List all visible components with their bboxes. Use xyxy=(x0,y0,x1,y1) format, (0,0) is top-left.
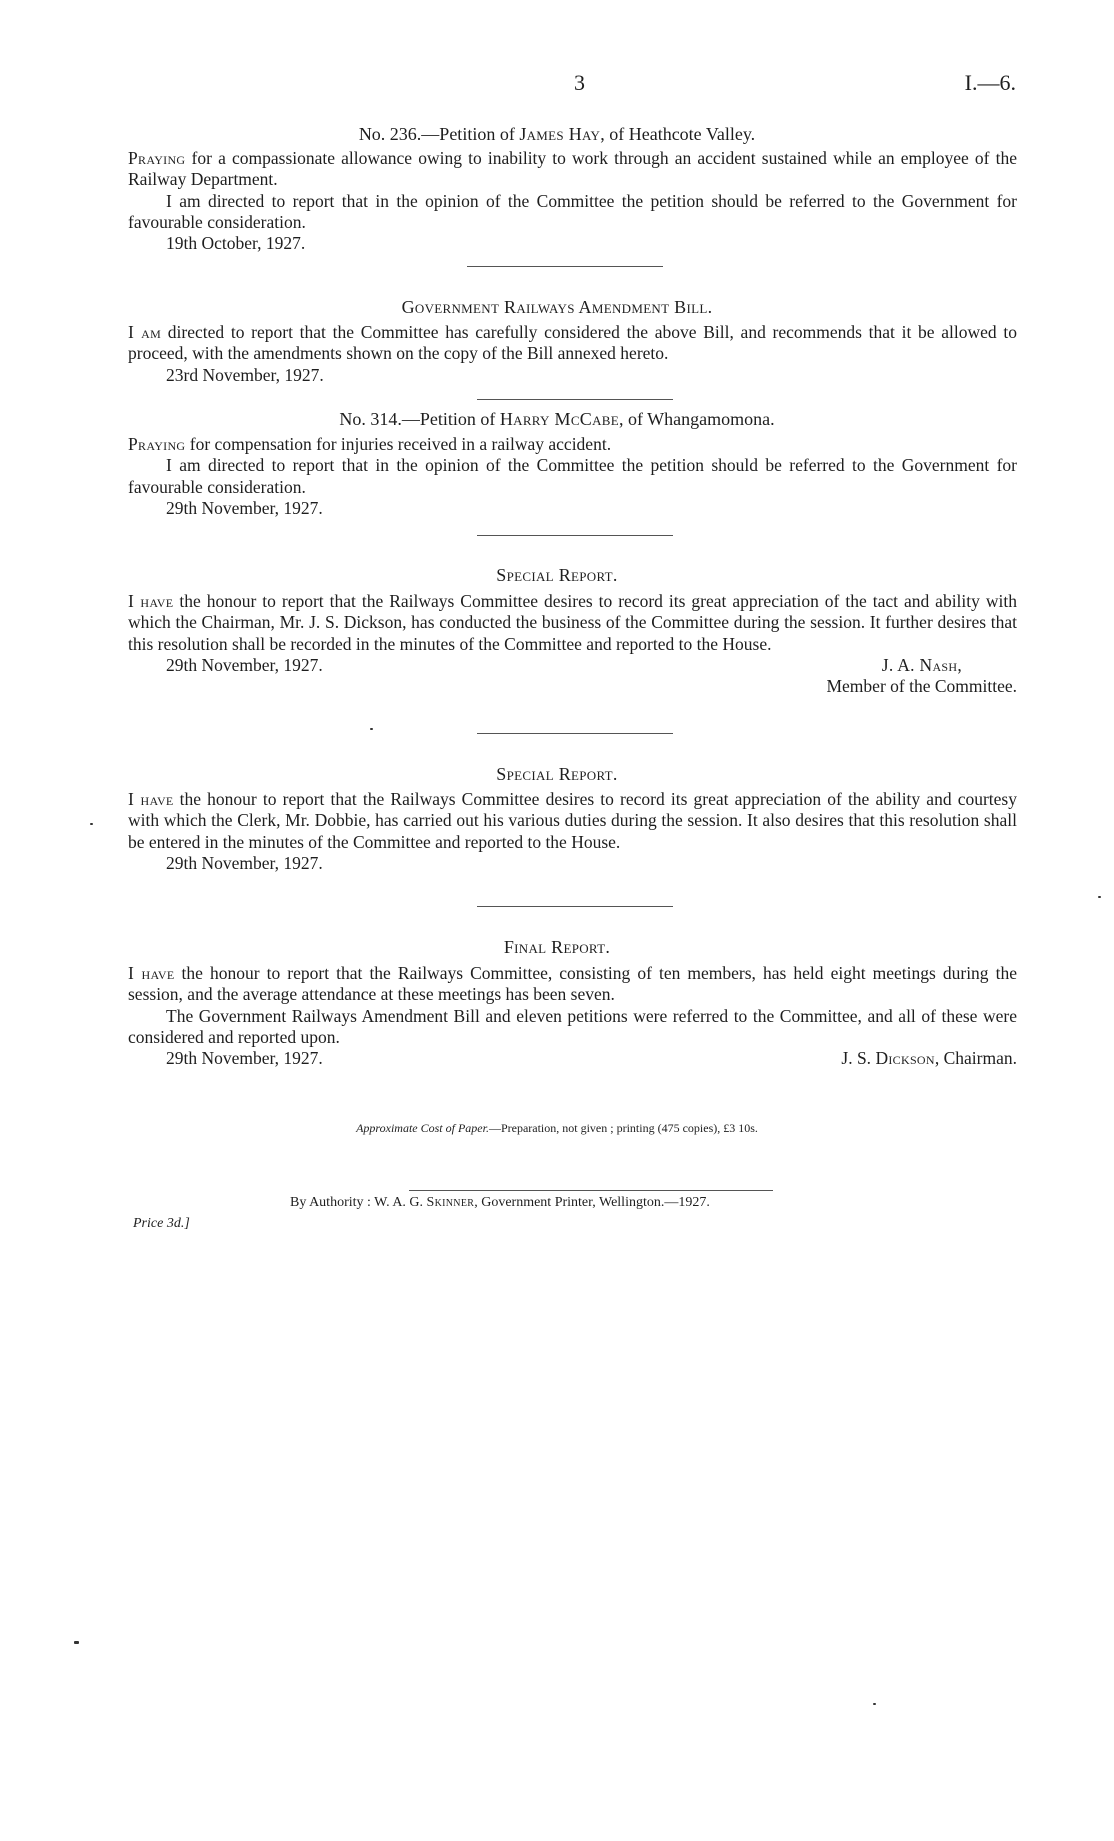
final-report-date: 29th November, 1927. xyxy=(166,1048,323,1069)
special-report-1-date: 29th November, 1927. xyxy=(166,654,323,675)
document-reference: I.—6. xyxy=(964,70,1016,95)
signature-block: J. A. Nash, Member of the Committee. xyxy=(826,654,1017,697)
final-report-body: I have the honour to report that the Railways Committee, consisting of ten members, has held eight meetings during the session, and the average attendance at these meetings has been seven. The Government Railways Amendment Bill and eleven petitions were referred to the Committee, and all of these were considered and reported upon. 29th November, 1927. J. S. Dickson, Chairman. xyxy=(128,963,1017,1069)
cost-note: Approximate Cost of Paper.—Preparation, not given ; printing (475 copies), £3 10s. xyxy=(356,1121,758,1135)
section-divider xyxy=(467,266,663,267)
section-divider xyxy=(477,733,673,734)
bill-heading: Government Railways Amendment Bill. xyxy=(401,297,713,317)
section-divider xyxy=(477,906,673,907)
petition-236-date: 19th October, 1927. xyxy=(166,233,306,254)
petition-314-body: Praying for compensation for injuries received in a railway accident. I am directed to report that in the opinion of the Committee the petition should be referred to the Government for favourable consideration. 29th November, 1927. xyxy=(128,434,1017,518)
petition-314-heading: No. 314.—Petition of Harry McCabe, of Whangamomona. xyxy=(339,409,775,429)
signatory-name: Dickson xyxy=(875,1048,935,1069)
bill-date: 23rd November, 1927. xyxy=(166,364,324,385)
scan-speck xyxy=(90,823,93,825)
final-report-heading: Final Report. xyxy=(503,937,611,957)
special-report-1-heading: Special Report. xyxy=(496,565,618,585)
scan-speck xyxy=(370,728,373,730)
petition-236-body: Praying for a compassionate allowance owing to inability to work through an accident sustained while an employee of the Railway Department. I am directed to report that in the opinion of the Committee the petition should be referred to the Government for favourable consideration. 19th October, 1927. xyxy=(128,148,1017,254)
price-note: Price 3d.] xyxy=(133,1216,190,1231)
cost-label: Approximate Cost of Paper. xyxy=(356,1121,489,1135)
special-report-2-heading: Special Report. xyxy=(496,764,618,784)
signatory-name: J. A. Nash xyxy=(881,654,958,675)
section-divider xyxy=(477,399,673,400)
petition-236-heading: No. 236.—Petition of James Hay, of Heathcote Valley. xyxy=(358,124,756,144)
section-divider xyxy=(477,535,673,536)
special-report-1-body: I have the honour to report that the Railways Committee desires to record its great appreciation of the tact and ability with which the Chairman, Mr. J. S. Dickson, has conducted the business of the Committee during the session. It further desires that this resolution shall be recorded in the minutes of the Committee and reported to the House. 29th November, 1927. J. A. Nash, Member of the Committee. xyxy=(128,591,1017,697)
signature-block: J. S. Dickson, Chairman. xyxy=(841,1048,1017,1069)
printer-authority: By Authority : W. A. G. Skinner, Government Printer, Wellington.—1927. xyxy=(290,1195,710,1210)
special-report-2-date: 29th November, 1927. xyxy=(166,852,323,873)
footer-rule xyxy=(409,1190,773,1191)
special-report-2-body: I have the honour to report that the Railways Committee desires to record its great appreciation of the ability and courtesy with which the Clerk, Mr. Dobbie, has carried out his various duties during the session. It also desires that this resolution shall be entered in the minutes of the Committee and reported to the House. 29th November, 1927. xyxy=(128,789,1017,873)
petitioner-name: James Hay xyxy=(519,124,601,144)
petition-314-date: 29th November, 1927. xyxy=(166,497,323,518)
page-number: 3 xyxy=(574,70,585,95)
scan-speck xyxy=(873,1703,876,1705)
bill-body: I am directed to report that the Committee has carefully considered the above Bill, and recommends that it be allowed to proceed, with the amendments shown on the copy of the Bill annexed hereto. 23rd November, 1927. xyxy=(128,322,1017,385)
printer-name: Skinner xyxy=(426,1195,475,1210)
signatory-title: Member of the Committee. xyxy=(826,676,1017,697)
scan-speck xyxy=(1098,896,1101,898)
scan-speck xyxy=(74,1641,79,1644)
petitioner-name: Harry McCabe xyxy=(499,409,620,429)
